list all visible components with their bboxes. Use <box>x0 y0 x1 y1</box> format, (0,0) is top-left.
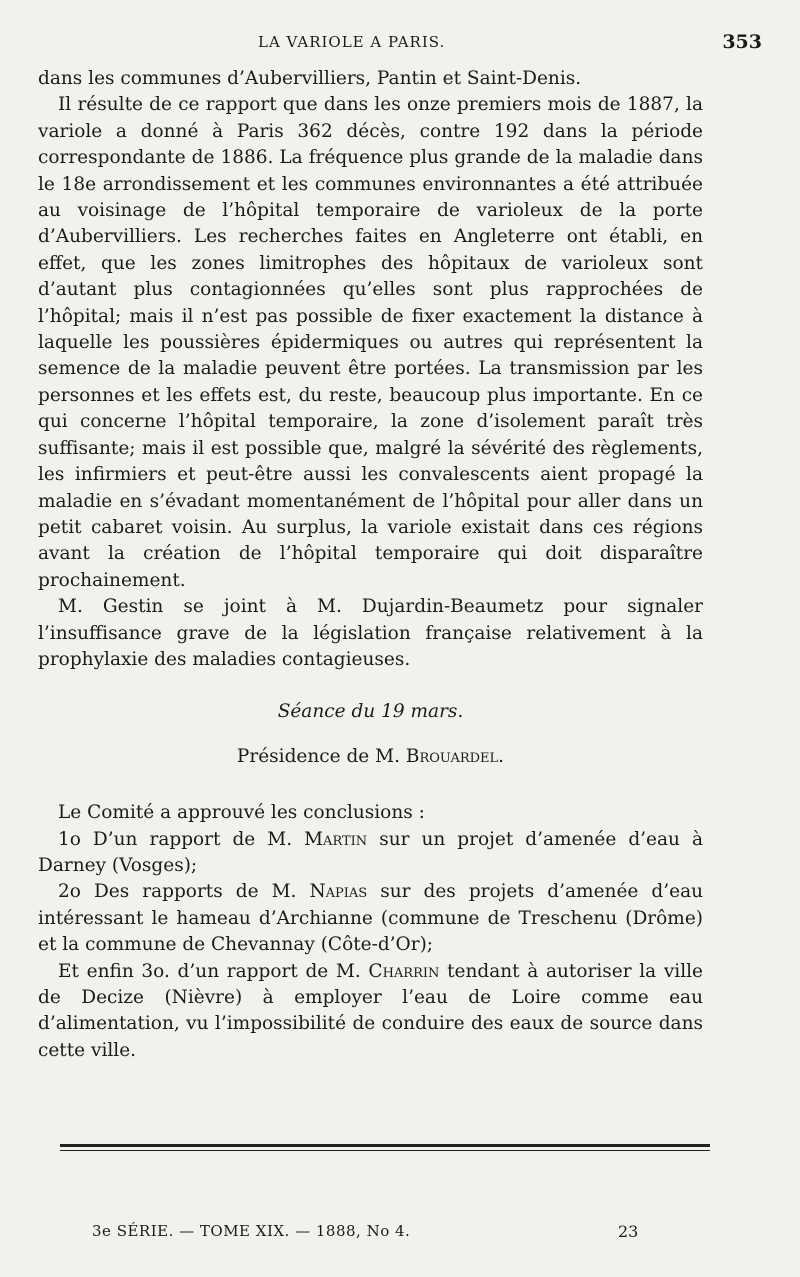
item-1-prefix: 1o D’un rapport de M. <box>58 828 305 850</box>
conclusion-item-2 <box>38 879 703 958</box>
footer-signature-mark: 23 <box>618 1222 639 1241</box>
conclusion-item-1 <box>38 827 703 880</box>
session-heading: Séance du 19 mars. <box>277 701 464 723</box>
running-title: LA VARIOLE A PARIS. <box>258 33 446 51</box>
presidency-prefix: Présidence de M. <box>236 745 406 767</box>
item-1-text: sur un projet d’amenée d’eau à Darney (Vosges); <box>38 828 703 876</box>
item-3-prefix: Et enfin 3o. d’un rapport de M. <box>58 960 369 982</box>
item-3-name: Charrin <box>368 960 440 982</box>
section-rule-thick <box>60 1144 710 1147</box>
item-2-prefix: 2o Des rapports de M. <box>58 881 310 903</box>
item-2-name: Napias <box>309 881 368 903</box>
section-rule-thin <box>60 1150 710 1151</box>
item-1-name: Martin <box>304 828 368 850</box>
presidency-suffix: . <box>498 745 505 767</box>
page-number: 353 <box>722 31 762 53</box>
main-text <box>38 66 703 1064</box>
conclusions-intro: Le Comité a approuvé les conclusions : <box>58 802 425 824</box>
page-footer <box>0 1222 800 1246</box>
item-2-text: sur des projets d’amenée d’eau intéressant le hameau d’Archianne (commune de Treschenu (Drôme) et la commune de Chevannay (Côte-d’Or); <box>38 881 704 956</box>
president-name: Brouardel <box>405 745 499 767</box>
item-3-text: tendant à autoriser la ville de Decize (Nièvre) à employer l’eau de Loire comme eau d’alimentation, vu l’impossibilité de conduire des eaux de source dans cette ville. <box>38 960 703 1061</box>
presidency-line <box>38 744 703 770</box>
paragraph-continuation: dans les communes d’Aubervilliers, Pantin et Saint-Denis. <box>38 68 582 89</box>
running-header <box>0 33 800 55</box>
paragraph-gestin-remark: M. Gestin se joint à M. Dujardin-Beaumetz pour signaler l’insuffisance grave de la législation française relativement à la prophylaxie des maladies contagieuses. <box>38 596 703 670</box>
conclusion-item-3 <box>38 959 703 1065</box>
footer-series-info: 3e SÉRIE. — TOME XIX. — 1888, No 4. <box>92 1222 411 1240</box>
paragraph-smallpox-report: Il résulte de ce rapport que dans les onze premiers mois de 1887, la variole a donné à Paris 362 décès, contre 192 dans la période correspondante de 1886. La fréquence plus grande de la maladie dans le 18e arrondissement et les communes environnantes a été attribuée au voisinage de l’hôpital temporaire de varioleux de la porte d’Aubervilliers. Les recherches faites en Angleterre ont établi, en effet, que les zones limitrophes des hôpitaux de varioleux sont d’autant plus contagionnées qu’elles sont plus rapprochées de l’hôpital; mais il n’est pas possible de fixer exactement la distance à laquelle les poussières épidermiques ou autres qui représentent la semence de la maladie peuvent être portées. La transmission par les personnes et les effets est, du reste, beaucoup plus importante. En ce qui concerne l’hôpital temporaire, la zone d’isolement paraît très suffisante; mais il est possible que, malgré la sévérité des règlements, les infirmiers et peut-être aussi les convalescents aient propagé la maladie en s’évadant momentanément de l’hôpital pour aller dans un petit cabaret voisin. Au surplus, la variole existait dans ces régions avant la création de l’hôpital temporaire qui doit disparaître prochainement. <box>38 94 703 591</box>
